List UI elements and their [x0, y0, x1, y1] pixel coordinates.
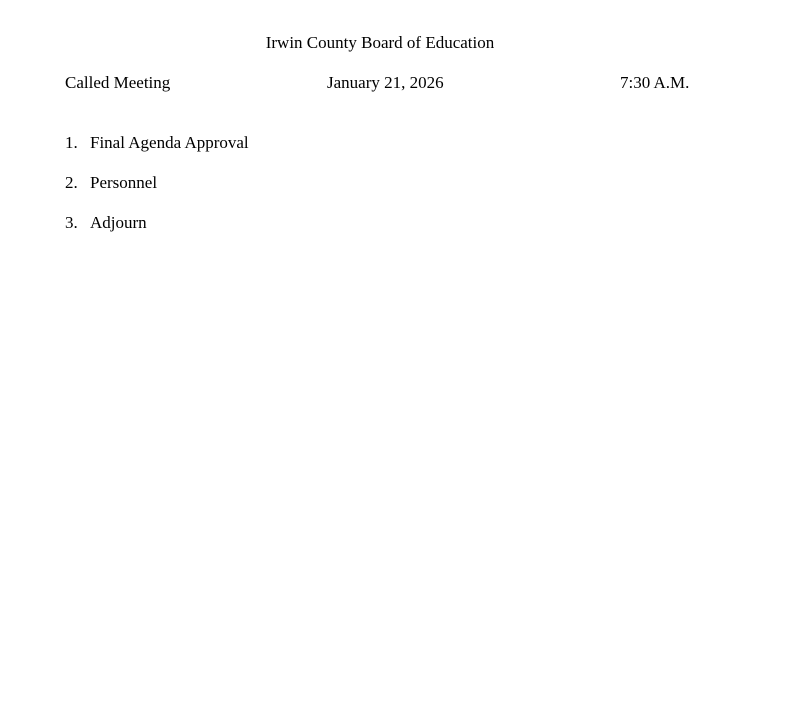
agenda-item-text: Adjourn	[90, 213, 147, 232]
agenda-item	[65, 213, 249, 235]
agenda-item-number: 3.	[65, 213, 78, 232]
agenda-item-text: Final Agenda Approval	[90, 133, 249, 152]
agenda-list	[65, 133, 249, 253]
document-title: Irwin County Board of Education	[265, 33, 495, 52]
meeting-date: January 21, 2026	[327, 73, 444, 92]
agenda-item	[65, 173, 249, 195]
agenda-item-text: Personnel	[90, 173, 158, 192]
agenda-item	[65, 133, 249, 155]
meeting-time: 7:30 A.M.	[620, 73, 690, 92]
agenda-item-number: 2.	[65, 173, 78, 192]
meeting-info-row	[0, 73, 800, 95]
meeting-type: Called Meeting	[65, 73, 171, 92]
agenda-item-number: 1.	[65, 133, 78, 152]
